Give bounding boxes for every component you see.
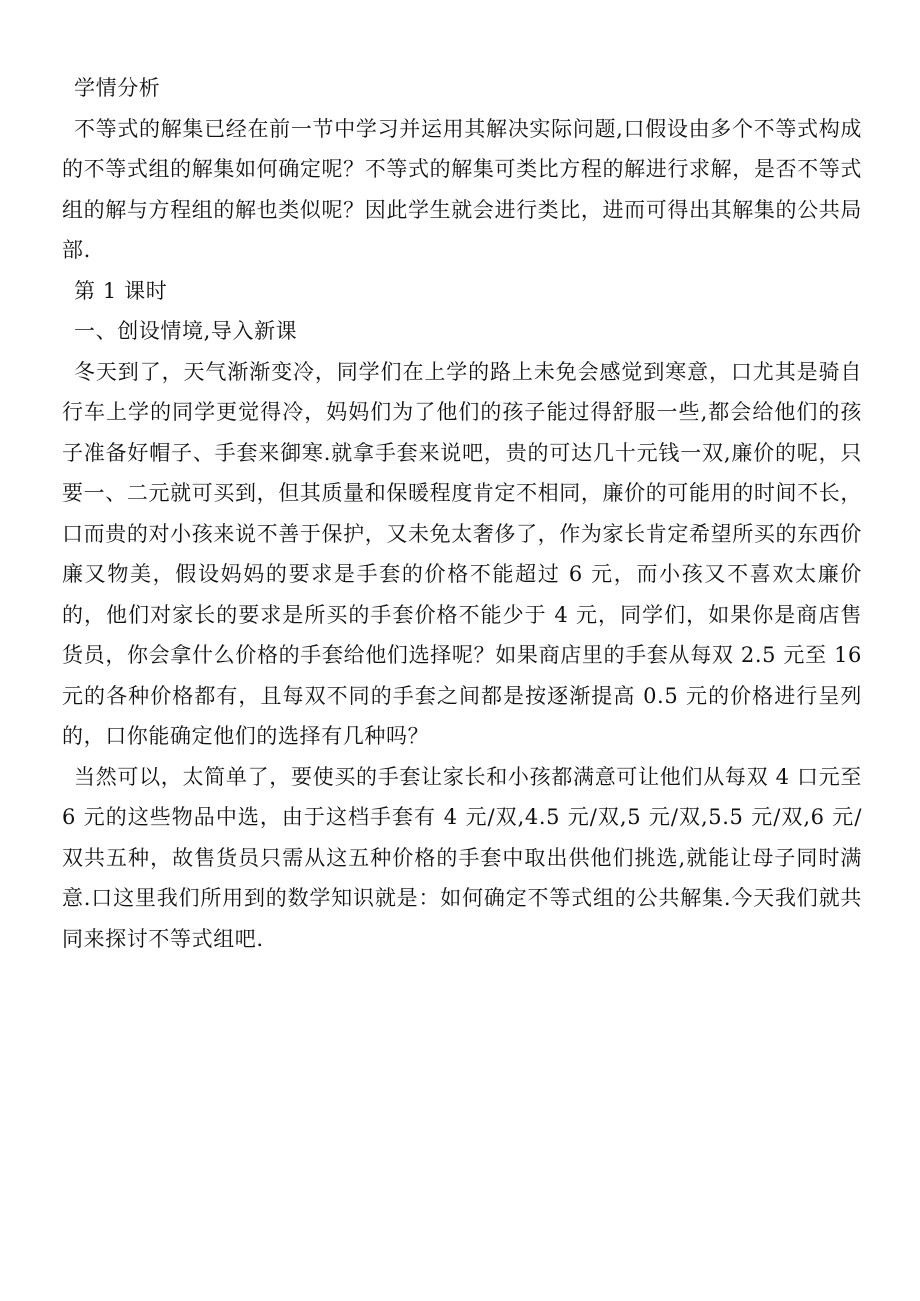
document-body bbox=[62, 68, 862, 959]
answer-paragraph: 当然可以，太简单了，要使买的手套让家长和小孩都满意可让他们从每双 4 口元至 6 元的这些物品中选，由于这档手套有 4 元/双,4.5 元/双,5 元/双,5.5 元/双,6 元/双共五种，故售货员只需从这五种价格的手套中取出供他们挑选,就能让母子同时满意.口这里我们所用到的数学知识就是：如何确定不等式组的公共解集.今天我们就共同来探讨不等式组吧. bbox=[62, 764, 862, 951]
lesson-label: 第 1 课时 bbox=[74, 278, 168, 303]
section-title: 学情分析 bbox=[74, 76, 161, 100]
analysis-paragraph: 不等式的解集已经在前一节中学习并运用其解决实际问题,口假设由多个不等式构成的不等式组的解集如何确定呢？不等式的解集可类比方程的解进行求解，是否不等式组的解与方程组的解也类似呢？因此学生就会进行类比，进而可得出其解集的公共局部. bbox=[62, 116, 862, 262]
scenario-paragraph: 冬天到了，天气渐渐变冷，同学们在上学的路上未免会感觉到寒意，口尤其是骑自行车上学的同学更觉得冷，妈妈们为了他们的孩子能过得舒服一些,都会给他们的孩子准备好帽子、手套来御寒.就拿手套来说吧，贵的可达几十元钱一双,廉价的呢，只要一、二元就可买到，但其质量和保暖程度肯定不相同，廉价的可能用的时间不长，口而贵的对小孩来说不善于保护，又未免太奢侈了，作为家长肯定希望所买的东西价廉又物美，假设妈妈的要求是手套的价格不能超过 6 元，而小孩又不喜欢太廉价的，他们对家长的要求是所买的手套价格不能少于 4 元，同学们，如果你是商店售货员，你会拿什么价格的手套给他们选择呢？如果商店里的手套从每双 2.5 元至 16 元的各种价格都有，且每双不同的手套之间都是按逐渐提高 0.5 元的价格进行呈列的，口你能确定他们的选择有几种吗？ bbox=[62, 359, 862, 748]
part-heading: 一、创设情境,导入新课 bbox=[74, 319, 298, 343]
